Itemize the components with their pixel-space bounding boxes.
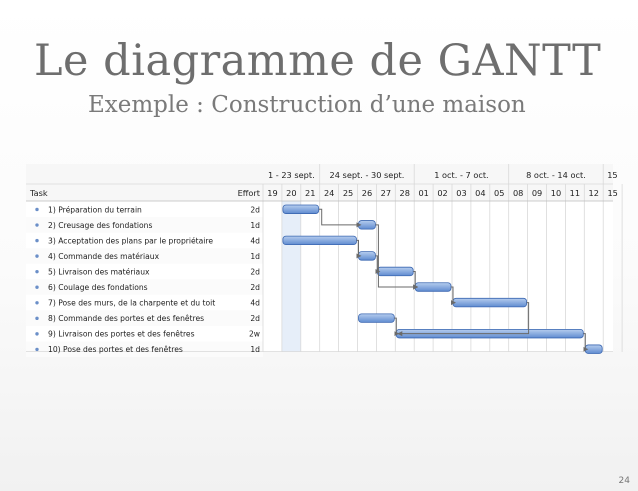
day-label: 24 <box>323 188 335 198</box>
day-label: 26 <box>361 188 373 198</box>
task-effort: 2d <box>250 283 260 293</box>
day-label: 10 <box>550 188 562 198</box>
row-bullet-icon <box>35 317 38 320</box>
row-bullet-icon <box>35 348 38 351</box>
task-effort: 1d <box>250 345 260 355</box>
task-label: 7) Pose des murs, de la charpente et du toit <box>48 298 216 308</box>
task-bar <box>453 298 527 307</box>
dependency-link <box>375 225 417 287</box>
page-number: 24 <box>618 476 630 486</box>
task-bar <box>283 236 357 245</box>
day-label: 20 <box>286 188 297 198</box>
task-effort: 2d <box>250 267 260 277</box>
gantt-svg <box>26 164 618 355</box>
task-effort: 1d <box>250 220 260 230</box>
task-label: 4) Commande des matériaux <box>48 251 160 261</box>
dependency-link <box>319 209 361 225</box>
task-bar <box>283 205 319 214</box>
day-label: 04 <box>475 188 486 198</box>
week-label: 8 oct. - 14 oct. <box>526 170 586 180</box>
week-label: 1 oct. - 7 oct. <box>434 170 489 180</box>
task-label: 1) Préparation du terrain <box>48 205 142 215</box>
task-label: 3) Acceptation des plans par le propriétaire <box>48 236 214 246</box>
day-label: 27 <box>380 188 392 198</box>
slide-subtitle: Exemple : Construction d’une maison <box>88 92 526 118</box>
day-label: 02 <box>437 188 448 198</box>
task-label: 6) Coulage des fondations <box>48 283 148 293</box>
task-column-header: Task <box>30 188 48 198</box>
task-effort: 2d <box>250 205 260 215</box>
task-bar <box>359 314 395 323</box>
today-highlight <box>282 201 301 352</box>
day-label: 01 <box>418 188 429 198</box>
task-effort: 2w <box>248 329 260 339</box>
row-bullet-icon <box>35 208 38 211</box>
day-label: 19 <box>267 188 278 198</box>
task-label: 2) Creusage des fondations <box>48 220 153 230</box>
day-label: 28 <box>399 188 410 198</box>
row-bullet-icon <box>35 332 38 335</box>
day-label: 21 <box>305 188 316 198</box>
row-bullet-icon <box>35 239 38 242</box>
task-bar <box>377 267 413 276</box>
day-label: 25 <box>342 188 354 198</box>
task-label: 9) Livraison des portes et des fenêtres <box>48 329 195 339</box>
task-effort: 2d <box>250 314 260 324</box>
task-bar <box>359 252 376 261</box>
row-bullet-icon <box>35 254 38 257</box>
task-effort: 1d <box>250 251 260 261</box>
task-label: 5) Livraison des matériaux <box>48 267 150 277</box>
task-bar <box>415 283 451 292</box>
week-label: 24 sept. - 30 sept. <box>329 170 405 180</box>
gantt-chart <box>26 164 618 355</box>
row-bullet-icon <box>35 301 38 304</box>
effort-column-header: Effort <box>237 188 260 198</box>
day-label: 03 <box>456 188 467 198</box>
day-label: 11 <box>569 188 581 198</box>
day-label: 09 <box>531 188 543 198</box>
week-label: 1 - 23 sept. <box>267 170 315 180</box>
day-label: 08 <box>512 188 524 198</box>
task-label: 8) Commande des portes et des fenêtres <box>48 314 205 324</box>
row-bullet-icon <box>35 286 38 289</box>
task-bar <box>585 345 602 354</box>
task-label: 10) Pose des portes et des fenêtres <box>48 345 183 355</box>
week-label: 15 <box>607 170 618 180</box>
row-bullet-icon <box>35 270 38 273</box>
slide-title: Le diagramme de GANTT <box>34 36 602 86</box>
task-effort: 4d <box>250 236 260 246</box>
task-effort: 4d <box>250 298 260 308</box>
day-label: 15 <box>607 188 618 198</box>
row-bullet-icon <box>35 223 38 226</box>
task-bar <box>359 221 376 230</box>
day-label: 05 <box>494 188 505 198</box>
day-label: 12 <box>588 188 599 198</box>
